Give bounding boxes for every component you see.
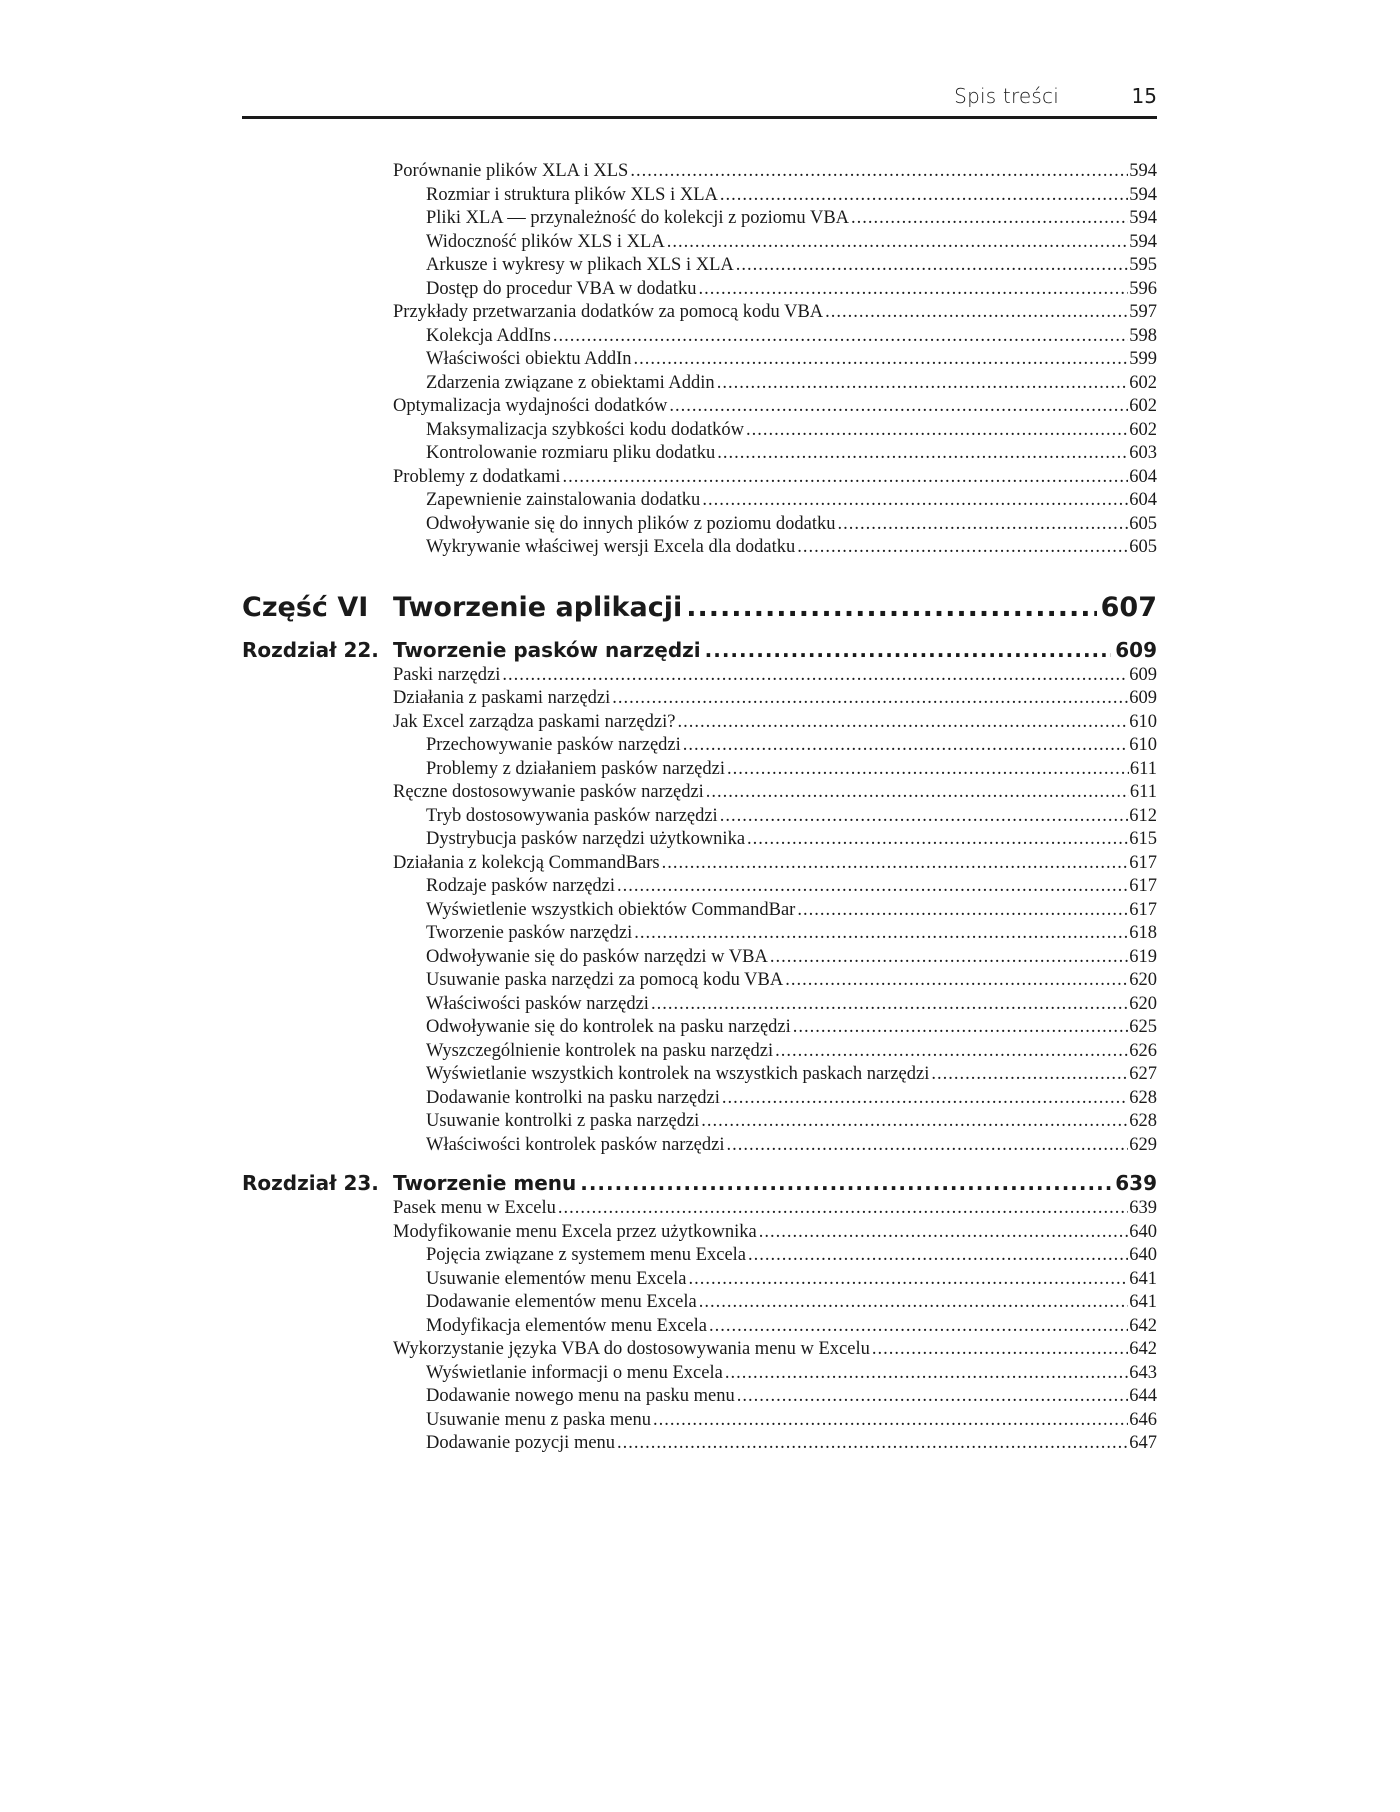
toc-entry-title: Tryb dostosowywania pasków narzędzi bbox=[426, 805, 718, 826]
toc-entry[interactable] bbox=[242, 969, 1157, 993]
toc-entry-title: Pojęcia związane z systemem menu Excela bbox=[426, 1245, 747, 1265]
toc-entry-page: 627 bbox=[1129, 1064, 1157, 1084]
toc-entry[interactable] bbox=[242, 1197, 1157, 1221]
toc-entry-title: Odwoływanie się do innych plików z poziomu dodatku bbox=[426, 513, 836, 534]
dot-leader bbox=[746, 419, 1128, 443]
dot-leader bbox=[580, 1169, 1111, 1197]
toc-entry-page: 642 bbox=[1129, 1315, 1157, 1336]
dot-leader bbox=[797, 536, 1128, 560]
toc-entry-page: 639 bbox=[1129, 1198, 1157, 1218]
dot-leader bbox=[705, 636, 1112, 664]
dot-leader bbox=[726, 1134, 1128, 1158]
toc-entry-page: 610 bbox=[1129, 711, 1157, 732]
toc-entry[interactable] bbox=[242, 1040, 1157, 1064]
chapter-page: 639 bbox=[1115, 1171, 1157, 1195]
toc-entry-title: Dodawanie elementów menu Excela bbox=[426, 1292, 697, 1312]
toc-entry[interactable] bbox=[242, 805, 1157, 829]
toc-entry-title: Pasek menu w Excelu bbox=[393, 1198, 556, 1218]
toc-entry-title: Pliki XLA — przynależność do kolekcji z poziomu VBA bbox=[426, 208, 850, 228]
toc-entry-page: 641 bbox=[1129, 1292, 1157, 1312]
dot-leader bbox=[630, 160, 1128, 184]
toc-entry-title: Kolekcja AddIns bbox=[426, 325, 551, 346]
toc-entry-title: Działania z paskami narzędzi bbox=[393, 688, 611, 708]
dot-leader bbox=[706, 781, 1129, 805]
toc-entry-title: Dodawanie kontrolki na pasku narzędzi bbox=[426, 1087, 720, 1108]
toc-entry-title: Tworzenie pasków narzędzi bbox=[426, 923, 633, 943]
toc-entry-page: 640 bbox=[1129, 1245, 1157, 1265]
toc-entry-page: 615 bbox=[1129, 829, 1157, 849]
toc-entry-title: Porównanie plików XLA i XLS bbox=[393, 161, 629, 181]
toc-entry[interactable] bbox=[242, 231, 1157, 255]
dot-leader bbox=[662, 852, 1129, 876]
toc-entry-page: 626 bbox=[1129, 1040, 1157, 1061]
toc-entry[interactable] bbox=[242, 1063, 1157, 1087]
toc-entry-title: Jak Excel zarządza paskami narzędzi? bbox=[393, 711, 676, 732]
toc-entry-page: 603 bbox=[1129, 443, 1157, 463]
dot-leader bbox=[617, 1432, 1128, 1456]
dot-leader bbox=[931, 1063, 1128, 1087]
toc-entry[interactable] bbox=[242, 1134, 1157, 1158]
toc-entry[interactable] bbox=[242, 489, 1157, 513]
toc-entry-title: Arkusze i wykresy w plikach XLS i XLA bbox=[426, 255, 734, 275]
toc-entry[interactable] bbox=[242, 946, 1157, 970]
part-label: Część VI bbox=[242, 591, 369, 623]
chapter-title: Tworzenie menu bbox=[393, 1171, 577, 1195]
toc-entries-top bbox=[242, 160, 1157, 560]
toc-entry-page: 609 bbox=[1129, 688, 1157, 708]
toc-entries-chapter22 bbox=[242, 664, 1157, 1158]
toc-entry[interactable] bbox=[242, 466, 1157, 490]
chapter-label: Rozdział 23. bbox=[242, 1171, 379, 1195]
dot-leader bbox=[677, 711, 1128, 735]
dot-leader bbox=[727, 758, 1129, 782]
dot-leader bbox=[669, 395, 1128, 419]
part-title: Tworzenie aplikacji bbox=[393, 591, 683, 623]
toc-entry-title: Wykorzystanie języka VBA do dostosowywania menu w Excelu bbox=[393, 1339, 870, 1359]
toc-entry-title: Przykłady przetwarzania dodatków za pomocą kodu VBA bbox=[393, 302, 824, 322]
toc-entry-page: 619 bbox=[1129, 946, 1157, 967]
toc-entry[interactable] bbox=[242, 1221, 1157, 1245]
toc-entry[interactable] bbox=[242, 852, 1157, 876]
dot-leader bbox=[851, 207, 1128, 231]
toc-entry[interactable] bbox=[242, 160, 1157, 184]
toc-entry-page: 617 bbox=[1129, 876, 1157, 896]
dot-leader bbox=[770, 946, 1128, 970]
dot-leader bbox=[701, 1110, 1128, 1134]
table-of-contents bbox=[242, 160, 1157, 1456]
dot-leader bbox=[736, 254, 1128, 278]
dot-leader bbox=[502, 664, 1128, 688]
toc-entry-page: 611 bbox=[1129, 758, 1157, 779]
dot-leader bbox=[709, 1315, 1128, 1339]
toc-entry-page: 640 bbox=[1129, 1221, 1157, 1242]
dot-leader bbox=[872, 1338, 1128, 1362]
toc-entry-title: Wyświetlenie wszystkich obiektów CommandBar bbox=[426, 899, 796, 920]
toc-entry[interactable] bbox=[242, 781, 1157, 805]
toc-entry[interactable] bbox=[242, 536, 1157, 560]
dot-leader bbox=[725, 1362, 1128, 1386]
toc-entry-page: 594 bbox=[1129, 231, 1157, 252]
toc-entry[interactable] bbox=[242, 922, 1157, 946]
dot-leader bbox=[825, 301, 1128, 325]
toc-entry-page: 618 bbox=[1129, 923, 1157, 943]
toc-entry-title: Wykrywanie właściwej wersji Excela dla dodatku bbox=[426, 537, 796, 557]
dot-leader bbox=[759, 1221, 1129, 1245]
toc-entry-title: Rodzaje pasków narzędzi bbox=[426, 876, 616, 896]
dot-leader bbox=[617, 875, 1128, 899]
toc-entry-title: Odwoływanie się do kontrolek na pasku narzędzi bbox=[426, 1017, 791, 1037]
running-title: Spis treści bbox=[954, 84, 1059, 108]
toc-entry[interactable] bbox=[242, 325, 1157, 349]
toc-entry-title: Odwoływanie się do pasków narzędzi w VBA bbox=[426, 946, 768, 967]
toc-entry-page: 598 bbox=[1129, 325, 1157, 346]
toc-entry-page: 602 bbox=[1129, 372, 1157, 393]
toc-entry[interactable] bbox=[242, 513, 1157, 537]
toc-entry-title: Dostęp do procedur VBA w dodatku bbox=[426, 278, 697, 299]
toc-entry-page: 642 bbox=[1129, 1339, 1157, 1359]
toc-entry[interactable] bbox=[242, 1432, 1157, 1456]
toc-entry-page: 602 bbox=[1129, 419, 1157, 440]
toc-entry-page: 612 bbox=[1129, 805, 1157, 826]
toc-entry[interactable] bbox=[242, 442, 1157, 466]
chapter-heading-23[interactable] bbox=[242, 1169, 1157, 1197]
toc-entry[interactable] bbox=[242, 1110, 1157, 1134]
dot-leader bbox=[702, 489, 1128, 513]
toc-entry-page: 628 bbox=[1129, 1087, 1157, 1108]
toc-entry-page: 605 bbox=[1129, 513, 1157, 534]
toc-entry[interactable] bbox=[242, 1087, 1157, 1111]
toc-entry-page: 594 bbox=[1129, 184, 1157, 205]
toc-entry[interactable] bbox=[242, 1385, 1157, 1409]
toc-entry-title: Przechowywanie pasków narzędzi bbox=[426, 735, 681, 755]
toc-entry-title: Zapewnienie zainstalowania dodatku bbox=[426, 490, 701, 510]
dot-leader bbox=[634, 922, 1128, 946]
toc-entry[interactable] bbox=[242, 899, 1157, 923]
toc-entry-title: Wyszczególnienie kontrolek na pasku narzędzi bbox=[426, 1040, 774, 1061]
dot-leader bbox=[797, 899, 1128, 923]
toc-entry-title: Usuwanie paska narzędzi za pomocą kodu VBA bbox=[426, 970, 784, 990]
toc-entry-title: Właściwości obiektu AddIn bbox=[426, 349, 632, 369]
dot-leader bbox=[651, 993, 1128, 1017]
dot-leader bbox=[612, 687, 1128, 711]
toc-entry[interactable] bbox=[242, 278, 1157, 302]
toc-entry-page: 610 bbox=[1129, 735, 1157, 755]
chapter-title: Tworzenie pasków narzędzi bbox=[393, 637, 701, 662]
toc-entry-title: Usuwanie elementów menu Excela bbox=[426, 1268, 687, 1289]
toc-entry[interactable] bbox=[242, 1016, 1157, 1040]
toc-entry-page: 596 bbox=[1129, 278, 1157, 299]
toc-entry[interactable] bbox=[242, 687, 1157, 711]
toc-entry-title: Wyświetlanie informacji o menu Excela bbox=[426, 1362, 723, 1383]
dot-leader bbox=[698, 278, 1128, 302]
dot-leader bbox=[653, 1409, 1128, 1433]
toc-entry[interactable] bbox=[242, 419, 1157, 443]
dot-leader bbox=[686, 590, 1096, 626]
toc-entry[interactable] bbox=[242, 301, 1157, 325]
toc-entry-title: Właściwości pasków narzędzi bbox=[426, 993, 649, 1014]
toc-entry-page: 609 bbox=[1129, 664, 1157, 685]
toc-entry-title: Modyfikacja elementów menu Excela bbox=[426, 1315, 707, 1336]
dot-leader bbox=[722, 1087, 1128, 1111]
toc-entry[interactable] bbox=[242, 1291, 1157, 1315]
toc-entry-page: 595 bbox=[1129, 255, 1157, 275]
dot-leader bbox=[793, 1016, 1128, 1040]
dot-leader bbox=[688, 1268, 1128, 1292]
toc-entry[interactable] bbox=[242, 1409, 1157, 1433]
toc-entry-page: 646 bbox=[1129, 1409, 1157, 1430]
toc-entry-page: 629 bbox=[1129, 1134, 1157, 1155]
toc-entry[interactable] bbox=[242, 875, 1157, 899]
toc-entry[interactable] bbox=[242, 1338, 1157, 1362]
chapter-page: 609 bbox=[1115, 637, 1157, 662]
dot-leader bbox=[717, 372, 1129, 396]
toc-entry[interactable] bbox=[242, 993, 1157, 1017]
dot-leader bbox=[683, 734, 1128, 758]
dot-leader bbox=[699, 1291, 1129, 1315]
toc-entry-title: Usuwanie kontrolki z paska narzędzi bbox=[426, 1111, 700, 1131]
toc-entry[interactable] bbox=[242, 207, 1157, 231]
toc-entry-page: 617 bbox=[1129, 852, 1157, 873]
toc-entry-page: 643 bbox=[1129, 1362, 1157, 1383]
dot-leader bbox=[775, 1040, 1128, 1064]
toc-entry-title: Paski narzędzi bbox=[393, 664, 501, 685]
toc-entry-page: 604 bbox=[1129, 490, 1157, 510]
toc-entry-title: Problemy z działaniem pasków narzędzi bbox=[426, 758, 725, 779]
dot-leader bbox=[563, 466, 1129, 490]
toc-entries-chapter23 bbox=[242, 1197, 1157, 1456]
dot-leader bbox=[747, 828, 1128, 852]
toc-entry-title: Problemy z dodatkami bbox=[393, 466, 561, 487]
toc-entry[interactable] bbox=[242, 1362, 1157, 1386]
toc-entry-page: 641 bbox=[1129, 1268, 1157, 1289]
toc-entry-page: 597 bbox=[1129, 302, 1157, 322]
toc-entry-title: Dodawanie nowego menu na pasku menu bbox=[426, 1386, 735, 1406]
dot-leader bbox=[667, 231, 1129, 255]
dot-leader bbox=[838, 513, 1129, 537]
toc-entry-title: Dystrybucja pasków narzędzi użytkownika bbox=[426, 829, 746, 849]
toc-entry[interactable] bbox=[242, 184, 1157, 208]
chapter-heading-22[interactable] bbox=[242, 636, 1157, 664]
toc-entry-page: 605 bbox=[1129, 537, 1157, 557]
toc-entry-title: Kontrolowanie rozmiaru pliku dodatku bbox=[426, 443, 716, 463]
dot-leader bbox=[634, 348, 1129, 372]
toc-entry-page: 617 bbox=[1129, 899, 1157, 920]
toc-entry-page: 647 bbox=[1129, 1433, 1157, 1453]
dot-leader bbox=[553, 325, 1128, 349]
toc-entry[interactable] bbox=[242, 254, 1157, 278]
toc-entry[interactable] bbox=[242, 1268, 1157, 1292]
toc-entry[interactable] bbox=[242, 1315, 1157, 1339]
toc-entry-title: Maksymalizacja szybkości kodu dodatków bbox=[426, 419, 745, 440]
toc-entry-page: 625 bbox=[1129, 1017, 1157, 1037]
toc-entry-title: Zdarzenia związane z obiektami Addin bbox=[426, 372, 715, 393]
chapter-label: Rozdział 22. bbox=[242, 637, 379, 662]
toc-entry[interactable] bbox=[242, 828, 1157, 852]
toc-entry-page: 611 bbox=[1129, 782, 1157, 802]
dot-leader bbox=[558, 1197, 1128, 1221]
toc-entry-page: 604 bbox=[1129, 466, 1157, 487]
toc-entry-page: 644 bbox=[1129, 1386, 1157, 1406]
toc-entry-title: Rozmiar i struktura plików XLS i XLA bbox=[426, 184, 718, 205]
page-header bbox=[242, 84, 1157, 119]
toc-entry-page: 594 bbox=[1129, 161, 1157, 181]
toc-entry-page: 620 bbox=[1129, 993, 1157, 1014]
dot-leader bbox=[737, 1385, 1128, 1409]
toc-entry[interactable] bbox=[242, 348, 1157, 372]
dot-leader bbox=[717, 442, 1128, 466]
dot-leader bbox=[720, 805, 1129, 829]
toc-entry-title: Optymalizacja wydajności dodatków bbox=[393, 396, 668, 416]
toc-entry-title: Usuwanie menu z paska menu bbox=[426, 1409, 652, 1430]
toc-entry-page: 594 bbox=[1129, 208, 1157, 228]
toc-entry-title: Dodawanie pozycji menu bbox=[426, 1433, 616, 1453]
toc-entry[interactable] bbox=[242, 711, 1157, 735]
toc-entry-title: Właściwości kontrolek pasków narzędzi bbox=[426, 1134, 725, 1155]
toc-entry-page: 620 bbox=[1129, 970, 1157, 990]
dot-leader bbox=[748, 1244, 1128, 1268]
toc-entry-title: Widoczność plików XLS i XLA bbox=[426, 231, 665, 252]
page-number: 15 bbox=[1131, 84, 1157, 108]
part-heading[interactable] bbox=[242, 590, 1157, 626]
toc-entry-title: Działania z kolekcją CommandBars bbox=[393, 852, 660, 873]
toc-entry[interactable] bbox=[242, 1244, 1157, 1268]
toc-entry-title: Modyfikowanie menu Excela przez użytkownika bbox=[393, 1221, 757, 1242]
toc-entry[interactable] bbox=[242, 372, 1157, 396]
toc-entry[interactable] bbox=[242, 664, 1157, 688]
toc-entry-page: 602 bbox=[1129, 396, 1157, 416]
toc-entry-page: 599 bbox=[1129, 349, 1157, 369]
toc-entry[interactable] bbox=[242, 395, 1157, 419]
dot-leader bbox=[785, 969, 1128, 993]
toc-entry[interactable] bbox=[242, 734, 1157, 758]
toc-entry[interactable] bbox=[242, 758, 1157, 782]
part-page: 607 bbox=[1100, 591, 1157, 623]
toc-entry-title: Ręczne dostosowywanie pasków narzędzi bbox=[393, 782, 704, 802]
dot-leader bbox=[720, 184, 1128, 208]
toc-entry-title: Wyświetlanie wszystkich kontrolek na wszystkich paskach narzędzi bbox=[426, 1064, 930, 1084]
toc-entry-page: 628 bbox=[1129, 1111, 1157, 1131]
